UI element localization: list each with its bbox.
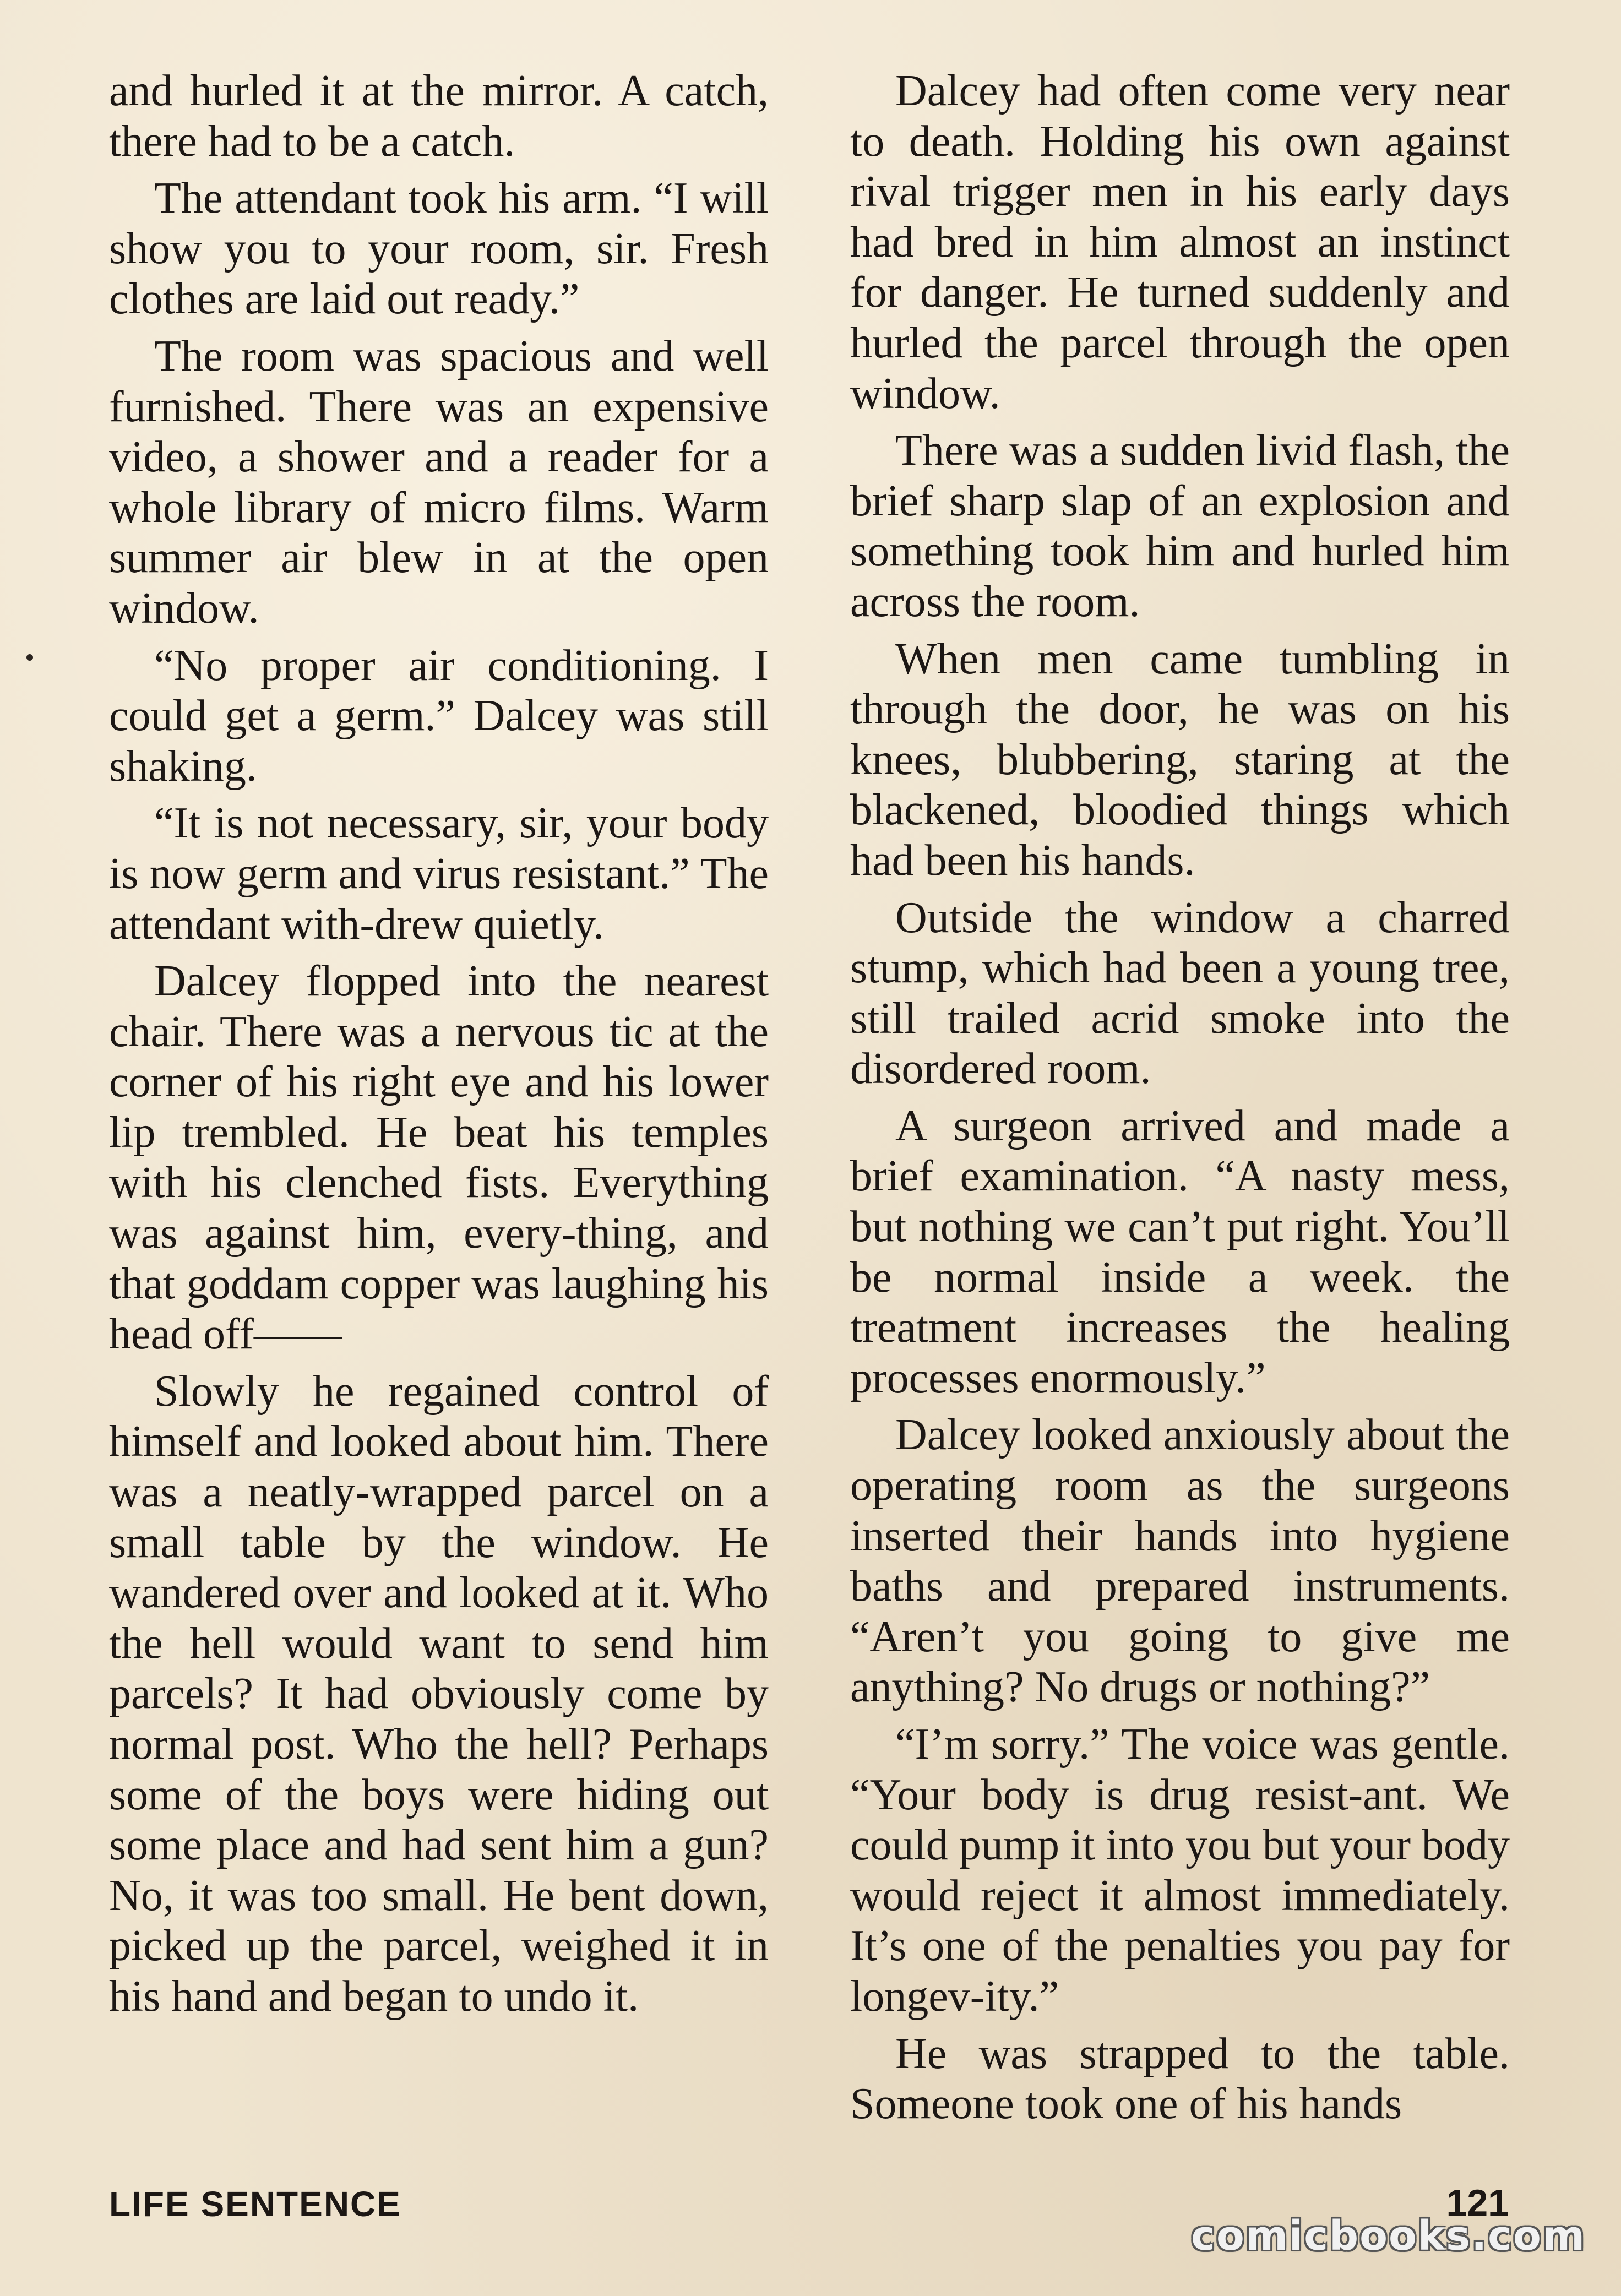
paragraph: When men came tumbling in through the door, he was on his knees, blubbering, staring at the blackened, bloodied things which had been his hands. bbox=[850, 634, 1510, 885]
left-text-column bbox=[109, 66, 769, 2029]
paragraph: The room was spacious and well furnished. There was an expensive video, a shower and a reader for a whole library of micro films. Warm summer air blew in at the open window. bbox=[109, 331, 769, 633]
page-number: 121 bbox=[1446, 2182, 1509, 2224]
paragraph: There was a sudden livid flash, the brief sharp slap of an explosion and something took him and hurled him across the room. bbox=[850, 426, 1510, 626]
paragraph: “No proper air conditioning. I could get a germ.” Dalcey was still shaking. bbox=[109, 641, 769, 791]
right-text-column bbox=[850, 66, 1510, 2136]
paragraph: “It is not necessary, sir, your body is now germ and virus resistant.” The attendant with-drew quietly. bbox=[109, 799, 769, 949]
paragraph: Dalcey had often come very near to death. Holding his own against rival trigger men in his early days had bred in him almost an instinct for danger. He turned suddenly and hurled the parcel through the open window. bbox=[850, 67, 1510, 418]
running-footer-title: LIFE SENTENCE bbox=[109, 2184, 401, 2224]
ink-speck bbox=[26, 654, 33, 661]
paragraph: Slowly he regained control of himself and looked about him. There was a neatly-wrapped parcel on a small table by the window. He wandered over and looked at it. Who the hell would want to send him parcels? It had obviously come by normal post. Who the hell? Perhaps some of the boys were hiding out some place and had sent him a gun? No, it was too small. He bent down, picked up the parcel, weighed it in his hand and began to undo it. bbox=[109, 1367, 769, 2021]
paragraph: A surgeon arrived and made a brief examination. “A nasty mess, but nothing we can’t put right. You’ll be normal inside a week. the treatment increases the healing processes enormously.” bbox=[850, 1101, 1510, 1402]
paragraph: The attendant took his arm. “I will show you to your room, sir. Fresh clothes are laid out ready.” bbox=[109, 174, 769, 324]
paragraph: Dalcey flopped into the nearest chair. There was a nervous tic at the corner of his right eye and his lower lip trembled. He beat his temples with his clenched fists. Everything was against him, every-thing, and that goddam copper was laughing his head off—— bbox=[109, 957, 769, 1359]
site-watermark: comicbooks.com bbox=[1191, 2212, 1586, 2260]
paragraph: Dalcey looked anxiously about the operating room as the surgeons inserted their hands into hygiene baths and prepared instruments. “Aren’t you going to give me anything? No drugs or nothing?” bbox=[850, 1411, 1510, 1712]
paragraph: “I’m sorry.” The voice was gentle. “Your body is drug resist-ant. We could pump it into you but your body would reject it almost immediately. It’s one of the penalties you pay for longev-ity.” bbox=[850, 1720, 1510, 2021]
paragraph: and hurled it at the mirror. A catch, there had to be a catch. bbox=[109, 67, 769, 166]
paragraph: Outside the window a charred stump, which had been a young tree, still trailed acrid smoke into the disordered room. bbox=[850, 893, 1510, 1093]
paragraph: He was strapped to the table. Someone took one of his hands bbox=[850, 2029, 1510, 2129]
